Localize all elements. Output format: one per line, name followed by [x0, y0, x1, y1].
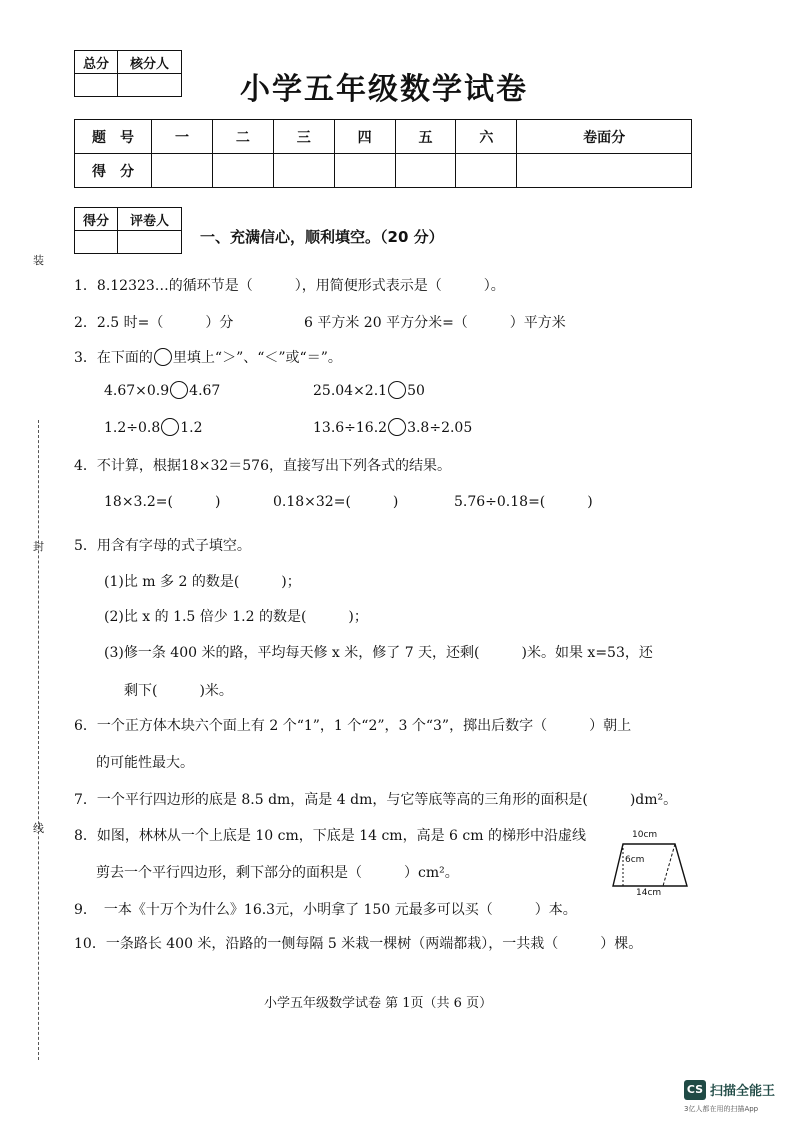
- score-summary-table: [74, 119, 692, 188]
- side-mark-xian: 线: [33, 822, 44, 835]
- q3-d-right: 3.8÷2.05: [407, 420, 473, 436]
- q3-item-d: [313, 418, 472, 436]
- circle-icon: [154, 348, 172, 366]
- q3-a-right: 4.67: [189, 383, 221, 399]
- answer-circle-a[interactable]: [170, 381, 188, 399]
- grader-table: [74, 207, 182, 254]
- col-4: 四: [334, 120, 395, 154]
- total-score-label: 总分: [75, 51, 118, 74]
- q3-b-right: 50: [407, 383, 425, 399]
- question-3-prefix: 3．在下面的: [74, 350, 153, 366]
- q4-item-1: 18×3.2=( ): [104, 494, 221, 510]
- question-3: [74, 347, 342, 367]
- page-title: 小学五年级数学试卷: [240, 72, 528, 107]
- answer-circle-b[interactable]: [388, 381, 406, 399]
- question-10: 10．一条路长 400 米，沿路的一侧每隔 5 米栽一棵树（两端都栽），一共栽（ ）棵。: [74, 936, 643, 952]
- q3-b-left: 25.04×2.1: [313, 383, 388, 399]
- q3-a-left: 4.67×0.9: [104, 383, 170, 399]
- total-score-cell[interactable]: [75, 74, 118, 97]
- trapezoid-figure: [610, 830, 690, 900]
- question-4: 4．不计算，根据18×32＝576，直接写出下列各式的结果。: [74, 458, 451, 474]
- col-1: 一: [152, 120, 213, 154]
- figure-top-label: 10cm: [632, 830, 658, 840]
- col-2: 二: [212, 120, 273, 154]
- score-cell-2[interactable]: [212, 154, 273, 188]
- question-6b: 的可能性最大。: [96, 755, 194, 771]
- row-label-number: 题 号: [75, 120, 152, 154]
- q4-item-2: 0.18×32=( ): [273, 494, 399, 510]
- answer-circle-d[interactable]: [388, 418, 406, 436]
- watermark-subtitle: 3亿人都在用的扫描App: [684, 1105, 759, 1113]
- score-cell-neatness[interactable]: [517, 154, 692, 188]
- score-cell-6[interactable]: [456, 154, 517, 188]
- reviewer-label: 评卷人: [118, 208, 182, 231]
- score-cell-1[interactable]: [152, 154, 213, 188]
- q3-item-c: [104, 418, 203, 436]
- binding-line: [38, 420, 39, 1060]
- q3-item-a: [104, 381, 220, 399]
- question-2b: 6 平方米 20 平方分米=（ ）平方米: [304, 315, 566, 331]
- total-score-table: [74, 50, 182, 97]
- question-5-2: (2)比 x 的 1.5 倍少 1.2 的数是( )；: [104, 609, 368, 625]
- answer-circle-c[interactable]: [161, 418, 179, 436]
- q3-c-right: 1.2: [180, 420, 203, 436]
- figure-bottom-label: 14cm: [636, 888, 662, 898]
- question-5-3b: 剩下( )米。: [124, 683, 233, 699]
- q3-d-left: 13.6÷16.2: [313, 420, 388, 436]
- figure-height-label: 6cm: [625, 855, 645, 865]
- col-5: 五: [395, 120, 456, 154]
- question-3-suffix: 里填上“＞”、“＜”或“＝”。: [172, 350, 342, 366]
- camscanner-logo-icon: CS: [684, 1080, 706, 1100]
- question-9: 9． 一本《十万个为什么》16.3元，小明拿了 150 元最多可以买（ ）本。: [74, 902, 577, 918]
- checker-label: 核分人: [118, 51, 182, 74]
- col-3: 三: [273, 120, 334, 154]
- question-8b: 剪去一个平行四边形，剩下部分的面积是（ ）cm²。: [96, 865, 459, 881]
- q3-item-b: [313, 381, 425, 399]
- side-mark-feng: 封: [33, 540, 44, 553]
- grader-score-label: 得分: [75, 208, 118, 231]
- page-footer: 小学五年级数学试卷 第 1页（共 6 页）: [264, 996, 493, 1011]
- side-mark-zhuang: 装: [33, 254, 44, 267]
- col-6: 六: [456, 120, 517, 154]
- question-7: 7．一个平行四边形的底是 8.5 dm，高是 4 dm，与它等底等高的三角形的面积是( )dm²。: [74, 792, 678, 808]
- row-label-score: 得 分: [75, 154, 152, 188]
- question-6: 6．一个正方体木块六个面上有 2 个“1”，1 个“2”，3 个“3”，掷出后数字（ ）朝上: [74, 718, 632, 734]
- question-2a: 2．2.5 时=（ ）分: [74, 315, 234, 331]
- watermark-name: 扫描全能王: [710, 1084, 776, 1099]
- question-8: 8．如图，林林从一个上底是 10 cm，下底是 14 cm，高是 6 cm 的梯形中沿虚线: [74, 828, 586, 844]
- q3-c-left: 1.2÷0.8: [104, 420, 161, 436]
- checker-cell[interactable]: [118, 74, 182, 97]
- question-5-1: (1)比 m 多 2 的数是( )；: [104, 574, 301, 590]
- section-1-title: 一、充满信心，顺利填空。（20 分）: [200, 228, 444, 246]
- score-cell-5[interactable]: [395, 154, 456, 188]
- col-neatness: 卷面分: [517, 120, 692, 154]
- score-cell-3[interactable]: [273, 154, 334, 188]
- score-cell-4[interactable]: [334, 154, 395, 188]
- grader-score-cell[interactable]: [75, 231, 118, 254]
- question-5: 5．用含有字母的式子填空。: [74, 538, 251, 554]
- question-5-3: (3)修一条 400 米的路，平均每天修 x 米，修了 7 天，还剩( )米。如果 x=53，还: [104, 645, 653, 661]
- trapezoid-shape: [610, 842, 690, 888]
- reviewer-cell[interactable]: [118, 231, 182, 254]
- q4-item-3: 5.76÷0.18=( ): [454, 494, 593, 510]
- question-1: 1．8.12323…的循环节是（ ），用简便形式表示是（ ）。: [74, 278, 505, 294]
